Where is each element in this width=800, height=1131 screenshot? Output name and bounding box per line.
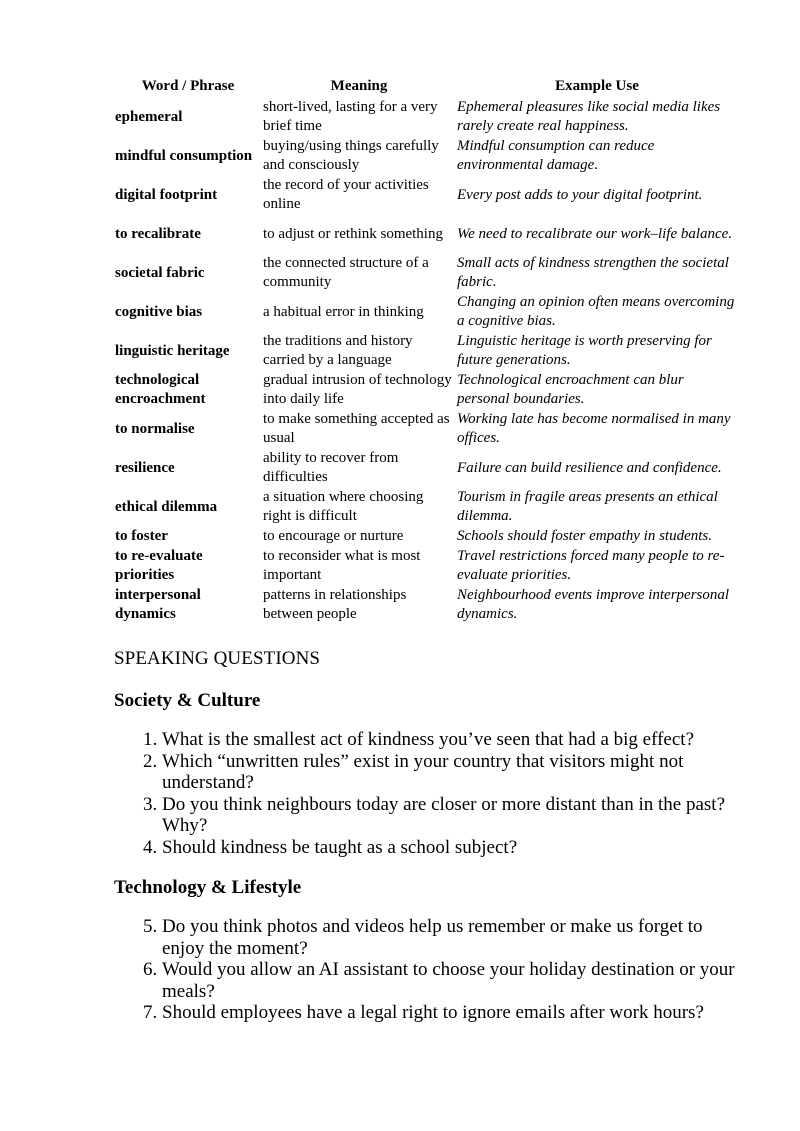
table-row [114,293,738,332]
list-item: 1. What is the smallest act of kindness you’ve seen that had a big effect? [162,729,744,751]
meaning-cell: the record of your activities online [263,177,429,212]
meaning-cell: a situation where choosing right is difficult [263,489,424,524]
meaning-cell: to make something accepted as usual [263,411,450,446]
table-row [114,586,738,625]
meaning-cell: ability to recover from difficulties [263,450,399,485]
speaking-questions-heading: SPEAKING QUESTIONS [114,648,321,669]
vocabulary-table [114,77,738,625]
word-cell: societal fabric [115,264,205,281]
example-cell: Travel restrictions forced many people to re-evaluate priorities. [457,548,725,583]
example-cell: Every post adds to your digital footprint. [457,186,703,203]
word-cell: resilience [115,459,175,476]
word-cell: interpersonal dynamics [115,587,201,622]
table-row [114,527,738,547]
word-cell: to recalibrate [115,225,201,242]
list-item: 2. Which “unwritten rules” exist in your country that visitors might not understand? [162,751,744,794]
meaning-cell: a habitual error in thinking [263,303,424,320]
word-cell: to normalise [115,420,195,437]
meaning-cell: to reconsider what is most important [263,548,421,583]
example-cell: Mindful consumption can reduce environmental damage. [457,138,655,173]
table-row [114,488,738,527]
word-cell: cognitive bias [115,303,203,320]
question-list-technology-lifestyle [114,916,744,1024]
list-item: 6. Would you allow an AI assistant to choose your holiday destination or your meals? [162,959,744,1002]
example-cell: We need to recalibrate our work–life balance. [457,225,733,242]
column-header-word: Word / Phrase [141,78,235,94]
word-cell: mindful consumption [115,147,253,164]
meaning-cell: gradual intrusion of technology into daily life [263,372,452,407]
example-cell: Schools should foster empathy in students. [457,528,712,544]
word-cell: to re-evaluate priorities [115,548,203,583]
table-row [114,410,738,449]
table-row [114,547,738,586]
word-cell: to foster [115,528,168,544]
meaning-cell: to adjust or rethink something [263,225,443,242]
section-title-technology-lifestyle: Technology & Lifestyle [114,877,302,898]
example-cell: Failure can build resilience and confidence. [457,459,722,476]
word-cell: linguistic heritage [115,342,230,359]
list-item: 5. Do you think photos and videos help us remember or make us forget to enjoy the moment? [162,916,744,959]
section-title-society-culture: Society & Culture [114,690,261,711]
example-cell: Ephemeral pleasures like social media likes rarely create real happiness. [457,99,721,134]
example-cell: Linguistic heritage is worth preserving for future generations. [457,333,712,368]
table-row [114,176,738,215]
list-item: 4. Should kindness be taught as a school subject? [162,837,744,859]
list-item: 7. Should employees have a legal right to ignore emails after work hours? [162,1002,744,1024]
example-cell: Neighbourhood events improve interpersonal dynamics. [457,587,730,622]
table-row [114,332,738,371]
meaning-cell: the traditions and history carried by a language [263,333,413,368]
meaning-cell: short-lived, lasting for a very brief time [263,99,438,134]
column-header-meaning: Meaning [330,78,388,94]
question-list-society-culture [114,729,744,858]
word-cell: digital footprint [115,186,218,203]
example-cell: Working late has become normalised in many offices. [457,411,731,446]
table-row [114,254,738,293]
meaning-cell: patterns in relationships between people [263,587,407,622]
document-page [114,77,744,1024]
table-row [114,137,738,176]
meaning-cell: the connected structure of a community [263,255,429,290]
example-cell: Changing an opinion often means overcoming a cognitive bias. [457,294,735,329]
list-item: 3. Do you think neighbours today are closer or more distant than in the past? Why? [162,794,744,837]
example-cell: Technological encroachment can blur personal boundaries. [457,372,684,407]
table-row [114,98,738,137]
table-row [114,371,738,410]
word-cell: ephemeral [115,108,183,125]
meaning-cell: buying/using things carefully and consciously [263,138,439,173]
column-header-example: Example Use [555,78,639,94]
table-row [114,215,738,254]
meaning-cell: to encourage or nurture [263,528,404,544]
word-cell: ethical dilemma [115,498,218,515]
table-row [114,449,738,488]
example-cell: Tourism in fragile areas presents an ethical dilemma. [457,489,718,524]
example-cell: Small acts of kindness strengthen the societal fabric. [457,255,729,290]
word-cell: technological encroachment [115,372,206,407]
table-header-row [114,77,738,98]
